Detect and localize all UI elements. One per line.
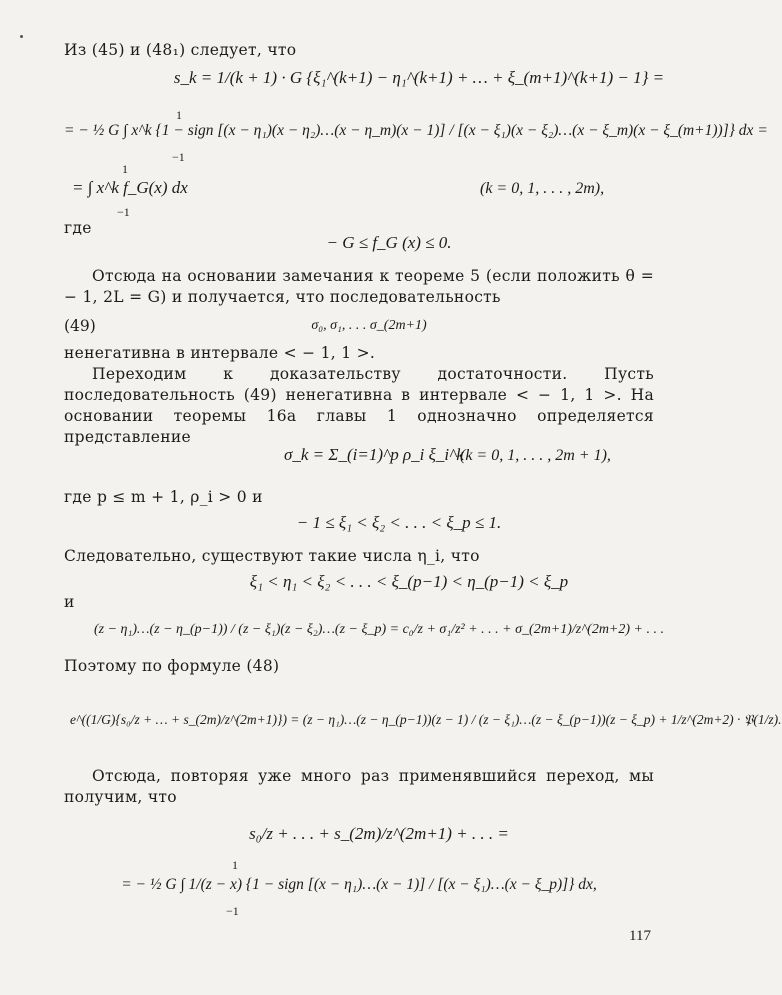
equation-4: − G ≤ f_G (x) ≤ 0. <box>326 233 452 252</box>
integral-lower-limit-3: −1 <box>226 904 239 918</box>
word-i: и <box>64 593 75 611</box>
scan-speck <box>20 35 23 38</box>
equation-3: = ∫ x^k f_G(x) dx <box>72 178 188 197</box>
word-gde: где <box>64 219 92 237</box>
equation-11: s₀/z + . . . + s_(2m)/z^(2m+1) + . . . = <box>249 824 509 843</box>
equation-6: σ_k = Σ_(i=1)^p ρ_i ξ_i^k <box>284 445 464 464</box>
integral-upper-limit-2: 1 <box>122 162 128 176</box>
equation-7: − 1 ≤ ξ₁ < ξ₂ < . . . < ξ_p ≤ 1. <box>296 513 502 532</box>
equation-6-condition: (k = 0, 1, . . . , 2m + 1), <box>460 447 611 464</box>
equation-5: σ₀, σ₁, . . . σ_(2m+1) <box>311 318 427 333</box>
paragraph-3: ненегативна в интервале < − 1, 1 >. <box>64 344 376 362</box>
equation-3-condition: (k = 0, 1, . . . , 2m), <box>480 180 605 197</box>
page-number: 117 <box>629 928 651 944</box>
paragraph-4: Переходим к доказательству достаточности. Пусть последовательность (49) ненегативна в интервале < − 1, 1 >. На основании теоремы 16а главы 1 однозначно определяется представление <box>64 365 654 446</box>
equation-10: e^((1/G){s₀/z + … + s_(2m)/z^(2m+1)}) = (z − η₁)…(z − η_(p−1))(z − 1) / (z − ξ₁)…(z − ξ_(p−1))(z − ξ_p) + 1/z^(2m+2) · 𝔓(1/z). <box>70 712 782 727</box>
equation-8: ξ₁ < η₁ < ξ₂ < . . . < ξ_(p−1) < η_(p−1) < ξ_p <box>249 572 569 591</box>
equation-1: s_k = 1/(k + 1) · G {ξ₁^(k+1) − η₁^(k+1) + … + ξ_(m+1)^(k+1) − 1} = <box>173 68 665 87</box>
integral-lower-limit: −1 <box>172 150 185 164</box>
paragraph-8: Отсюда, повторяя уже много раз применявшийся переход, мы получим, что <box>64 767 654 806</box>
paragraph-2: Отсюда на основании замечания к теореме 5 (если положить θ = − 1, 2L = G) и получается, что последовательность <box>64 267 654 306</box>
paragraph-7: Поэтому по формуле (48) <box>64 657 280 675</box>
integral-lower-limit-2: −1 <box>117 205 130 219</box>
equation-9: (z − η₁)…(z − η_(p−1)) / (z − ξ₁)(z − ξ₂)…(z − ξ_p) = c₀/z + σ₁/z² + . . . + σ_(2m+1)/z^(2m+2) + . . . <box>93 622 664 637</box>
equation-12: = − ½ G ∫ 1/(z − x) {1 − sign [(x − η₁)…(x − 1)] / [(x − ξ₁)…(x − ξ_p)]} dx, <box>121 876 597 893</box>
integral-upper-limit: 1 <box>176 108 182 122</box>
equation-5-label: (49) <box>64 317 96 335</box>
equation-2: = − ½ G ∫ x^k {1 − sign [(x − η₁)(x − η₂)…(x − η_m)(x − 1)] / [(x − ξ₁)(x − ξ₂)…(x − ξ_m)(x − ξ_(m+1))]} dx = <box>64 122 768 139</box>
paragraph-6: Следовательно, существуют такие числа η_i, что <box>64 547 480 565</box>
integral-upper-limit-3: 1 <box>232 858 238 872</box>
paragraph-5: где p ≤ m + 1, ρ_i > 0 и <box>64 488 263 506</box>
paragraph-intro: Из (45) и (48₁) следует, что <box>64 41 297 59</box>
